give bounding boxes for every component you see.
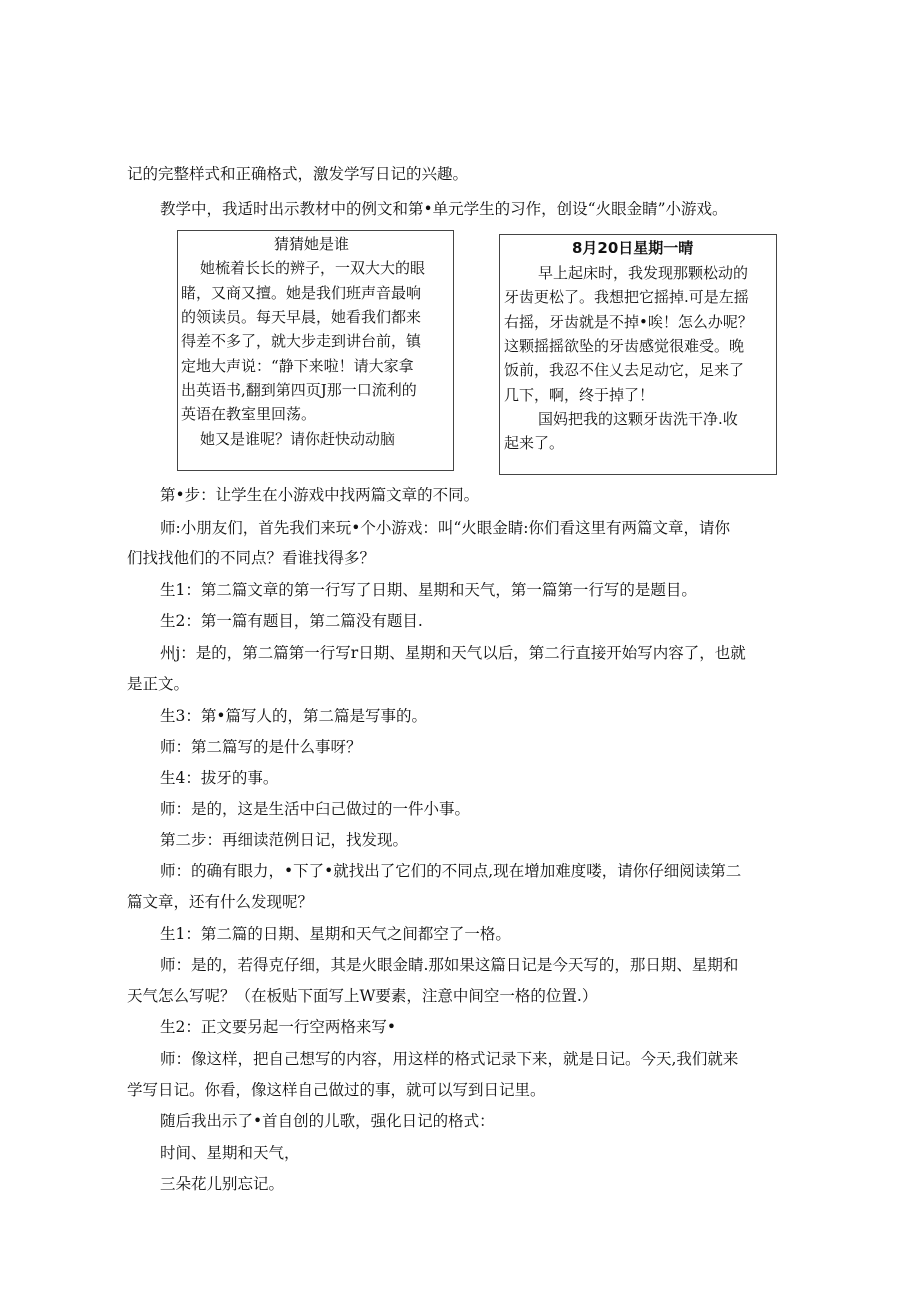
box-line: 国妈把我的这颗牙齿洗干净.收 bbox=[538, 410, 738, 428]
paragraph-line: 们找找他们的不同点？看谁找得多？ bbox=[127, 549, 376, 567]
box-line: 英语在教室里回荡。 bbox=[181, 405, 317, 423]
paragraph-line: 师:小朋友们，首先我们来玩•个小游戏：叫“火眼金睛:你们看这里有两篇文章，请你 bbox=[160, 519, 731, 537]
paragraph-line: 第二步：再细读范例日记，找发现。 bbox=[160, 831, 409, 849]
box-title: 猜猜她是谁 bbox=[274, 235, 350, 253]
paragraph-line: 学写日记。你看，像这样自己做过的事，就可以写到日记里。 bbox=[127, 1081, 546, 1099]
box-line: 她又是谁呢？请你赶快动动脑 bbox=[200, 430, 396, 448]
paragraph-line: 师：像这样，把自己想写的内容，用这样的格式记录下来，就是日记。今天,我们就来 bbox=[160, 1050, 739, 1068]
paragraph-line: 随后我出示了•首自创的儿歌，强化日记的格式： bbox=[160, 1112, 495, 1130]
paragraph-line: 生1：第二篇文章的第一行写了日期、星期和天气，第一篇第一行写的是题目。 bbox=[160, 581, 697, 599]
example-box-right bbox=[499, 234, 777, 475]
paragraph-line: 师：第二篇写的是什么事呀？ bbox=[160, 738, 362, 756]
paragraph-line: 时间、星期和天气， bbox=[160, 1144, 300, 1162]
paragraph-line: 是正文。 bbox=[127, 675, 190, 693]
box-line: 睹，又商又擅。她是我们班声音最响 bbox=[181, 284, 422, 302]
box-line: 饭前，我忍不住乂去足动它，足来了 bbox=[504, 361, 745, 379]
box-title: 8月20日星期一晴 bbox=[572, 239, 694, 257]
paragraph-line: 生1：第二篇的日期、星期和天气之间都空了一格。 bbox=[160, 925, 511, 943]
box-line: 这颗摇摇欲坠的牙齿感觉很难受。晚 bbox=[504, 337, 745, 355]
paragraph-line: 记的完整样式和正确格式，激发学写日记的兴趣。 bbox=[127, 165, 469, 183]
box-line: 早上起床时，我发现那颗松动的 bbox=[538, 264, 749, 282]
box-line: 起来了。 bbox=[504, 434, 565, 452]
box-line: 出英语书,翻到第四页J那一口流利的 bbox=[181, 381, 417, 399]
paragraph-line: 师：的确有眼力，•下了•就找出了它们的不同点,现在增加难度喽，请你仔细阅读第二 bbox=[160, 862, 742, 880]
paragraph-line: 生2：正文要另起一行空两格来写• bbox=[160, 1018, 397, 1036]
paragraph-line: 生3：第•篇写人的，第二篇是写事的。 bbox=[160, 707, 428, 725]
paragraph-line: 第•步：让学生在小游戏中找两篇文章的不同。 bbox=[160, 486, 480, 504]
box-line: 她梳着长长的辨子，一双大大的眼 bbox=[200, 259, 426, 277]
box-line: 定地大声说：“静下来啦！请大家拿 bbox=[181, 357, 414, 375]
paragraph-line: 三朵花儿别忘记。 bbox=[160, 1175, 285, 1193]
example-box-left bbox=[177, 230, 454, 471]
box-line: 的领读员。每天早晨，她看我们都来 bbox=[181, 308, 422, 326]
paragraph-line: 生2：第一篇有题目，第二篇没有题目. bbox=[160, 612, 423, 630]
paragraph-line: 教学中，我适时出示教材中的例文和第•单元学生的习作，创设“火眼金睛”小游戏。 bbox=[160, 200, 728, 218]
box-line: 牙齿更松了。我想把它摇掉.可是左摇 bbox=[504, 288, 749, 306]
paragraph-line: 州j：是的，第二篇第一行写r日期、星期和天气以后，第二行直接开始写内容了，也就 bbox=[160, 644, 746, 662]
paragraph-line: 师：是的，这是生活中臼己做过的一件小事。 bbox=[160, 800, 471, 818]
box-line: 得差不多了，就大步走到讲台前，镇 bbox=[181, 332, 422, 350]
box-line: 右摇，牙齿就是不掉•唉！怎么办呢？ bbox=[504, 313, 753, 331]
paragraph-line: 天气怎么写呢？（在板贴下面写上W要素，注意中间空一格的位置.） bbox=[127, 987, 598, 1005]
paragraph-line: 生4：拔牙的事。 bbox=[160, 769, 279, 787]
paragraph-line: 师：是的，若得克仔细，其是火眼金睛.那如果这篇日记是今天写的，那日期、星期和 bbox=[160, 956, 739, 974]
paragraph-line: 篇文章，还有什么发现呢？ bbox=[127, 893, 314, 911]
box-line: 几下，啊，终于掉了！ bbox=[504, 386, 655, 404]
